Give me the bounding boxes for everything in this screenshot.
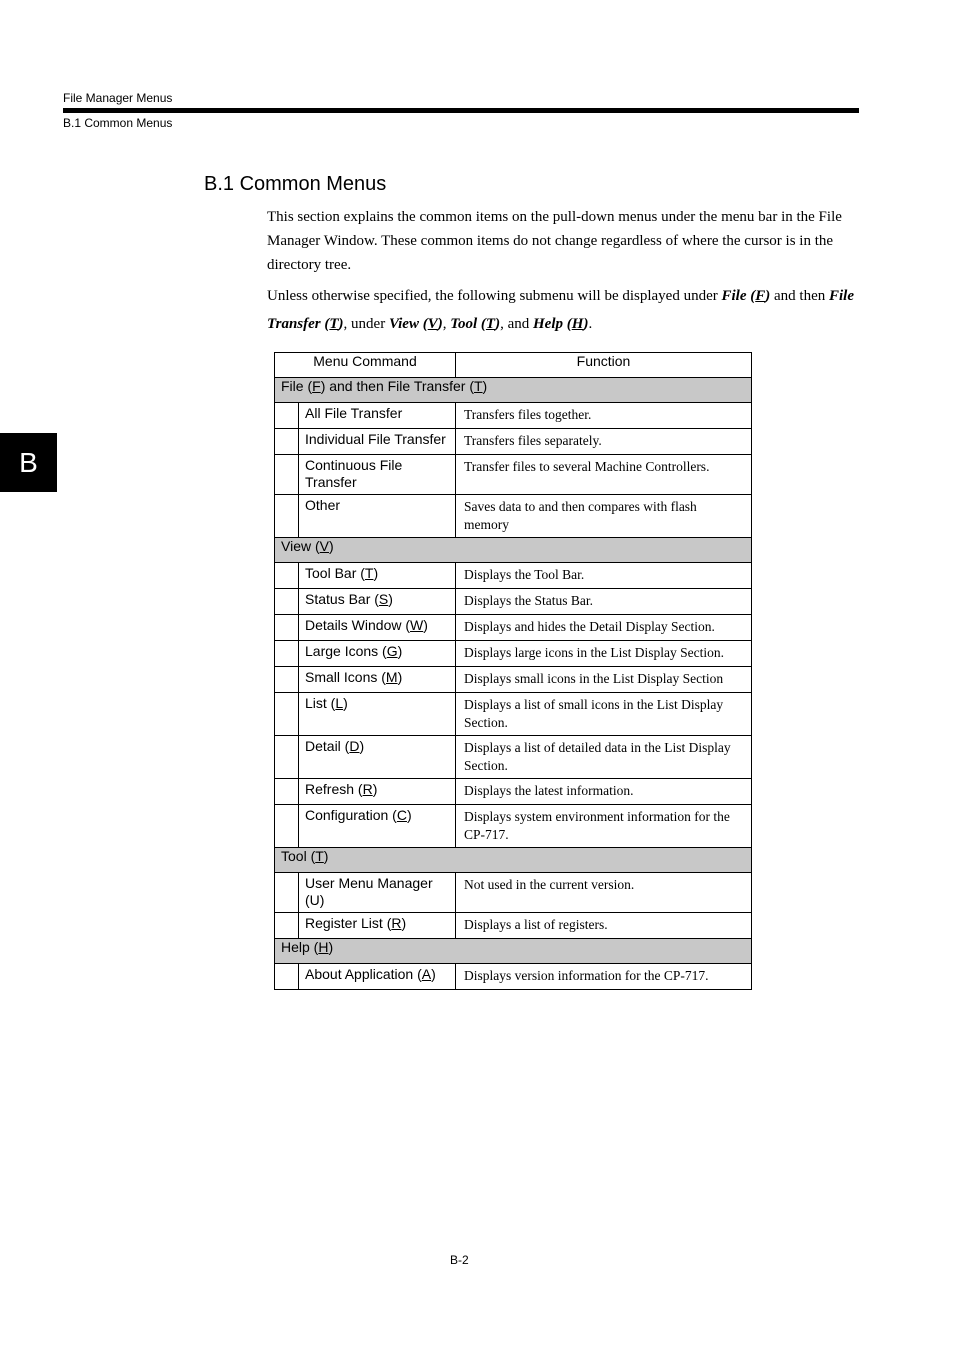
function-cell: Displays version information for the CP-717.: [456, 964, 752, 990]
indent-cell: [275, 455, 299, 495]
menu-command-cell: Tool Bar (T): [299, 563, 456, 589]
indent-cell: [275, 779, 299, 805]
function-cell: Displays and hides the Detail Display Section.: [456, 615, 752, 641]
table-row: [275, 615, 752, 641]
function-cell: Displays a list of small icons in the List Display Section.: [456, 693, 752, 736]
menu-command-table: [274, 352, 752, 990]
function-cell: Saves data to and then compares with flash memory: [456, 495, 752, 538]
indent-cell: [275, 429, 299, 455]
function-cell: Displays a list of registers.: [456, 913, 752, 939]
group-row: [275, 378, 752, 403]
indent-cell: [275, 913, 299, 939]
function-cell: Transfer files to several Machine Controllers.: [456, 455, 752, 495]
function-cell: Transfers files separately.: [456, 429, 752, 455]
table-row: [275, 873, 752, 913]
function-cell: Not used in the current version.: [456, 873, 752, 913]
menu-command-cell: All File Transfer: [299, 403, 456, 429]
menu-command-cell: About Application (A): [299, 964, 456, 990]
menu-command-cell: Register List (R): [299, 913, 456, 939]
indent-cell: [275, 964, 299, 990]
indent-cell: [275, 403, 299, 429]
table-row: [275, 805, 752, 848]
table-row: [275, 455, 752, 495]
table-row: [275, 964, 752, 990]
group-row: [275, 538, 752, 563]
menu-command-cell: Individual File Transfer: [299, 429, 456, 455]
indent-cell: [275, 873, 299, 913]
table-row: [275, 563, 752, 589]
chapter-tab: B: [0, 433, 57, 492]
function-cell: Transfers files together.: [456, 403, 752, 429]
group-row: [275, 848, 752, 873]
function-cell: Displays the Tool Bar.: [456, 563, 752, 589]
indent-cell: [275, 495, 299, 538]
section-title: B.1 Common Menus: [204, 173, 387, 195]
menu-command-cell: Detail (D): [299, 736, 456, 779]
menu-command-cell: List (L): [299, 693, 456, 736]
menu-command-cell: Continuous File Transfer: [299, 455, 456, 495]
table-row: [275, 495, 752, 538]
function-cell: Displays small icons in the List Display Section: [456, 667, 752, 693]
group-row: [275, 939, 752, 964]
menu-command-cell: Large Icons (G): [299, 641, 456, 667]
group-label: Help (H): [275, 939, 752, 964]
indent-cell: [275, 736, 299, 779]
indent-cell: [275, 615, 299, 641]
column-header-function: Function: [456, 353, 752, 378]
table-row: [275, 667, 752, 693]
indent-cell: [275, 589, 299, 615]
menu-command-cell: Small Icons (M): [299, 667, 456, 693]
table-row: [275, 589, 752, 615]
menu-command-cell: Details Window (W): [299, 615, 456, 641]
function-cell: Displays a list of detailed data in the List Display Section.: [456, 736, 752, 779]
table-body: [275, 378, 752, 990]
running-header-chapter: File Manager Menus: [63, 91, 173, 105]
function-cell: Displays the Status Bar.: [456, 589, 752, 615]
table-row: [275, 736, 752, 779]
group-label: File (F) and then File Transfer (T): [275, 378, 752, 403]
indent-cell: [275, 667, 299, 693]
column-header-menu-command: Menu Command: [275, 353, 456, 378]
function-cell: Displays system environment information for the CP-717.: [456, 805, 752, 848]
note-paragraph: Unless otherwise specified, the following submenu will be displayed under File (F) and then File Transfer (T), under View (V), Tool (T), and Help (H).: [267, 288, 854, 332]
indent-cell: [275, 693, 299, 736]
menu-command-cell: User Menu Manager (U): [299, 873, 456, 913]
menu-command-cell: Status Bar (S): [299, 589, 456, 615]
indent-cell: [275, 641, 299, 667]
running-header-section: B.1 Common Menus: [63, 116, 173, 130]
menu-command-cell: Refresh (R): [299, 779, 456, 805]
intro-paragraph: This section explains the common items on the pull-down menus under the menu bar in the File Manager Window. These common items do not change regardless of where the cursor is in the directory tree.: [267, 209, 842, 273]
menu-command-cell: Other: [299, 495, 456, 538]
function-cell: Displays large icons in the List Display Section.: [456, 641, 752, 667]
table-row: [275, 779, 752, 805]
page-number: B-2: [450, 1253, 469, 1267]
indent-cell: [275, 563, 299, 589]
table-row: [275, 913, 752, 939]
function-cell: Displays the latest information.: [456, 779, 752, 805]
group-label: Tool (T): [275, 848, 752, 873]
table-row: [275, 693, 752, 736]
group-label: View (V): [275, 538, 752, 563]
header-rule: [63, 108, 859, 113]
table-row: [275, 403, 752, 429]
table-row: [275, 429, 752, 455]
table-row: [275, 641, 752, 667]
indent-cell: [275, 805, 299, 848]
menu-command-cell: Configuration (C): [299, 805, 456, 848]
